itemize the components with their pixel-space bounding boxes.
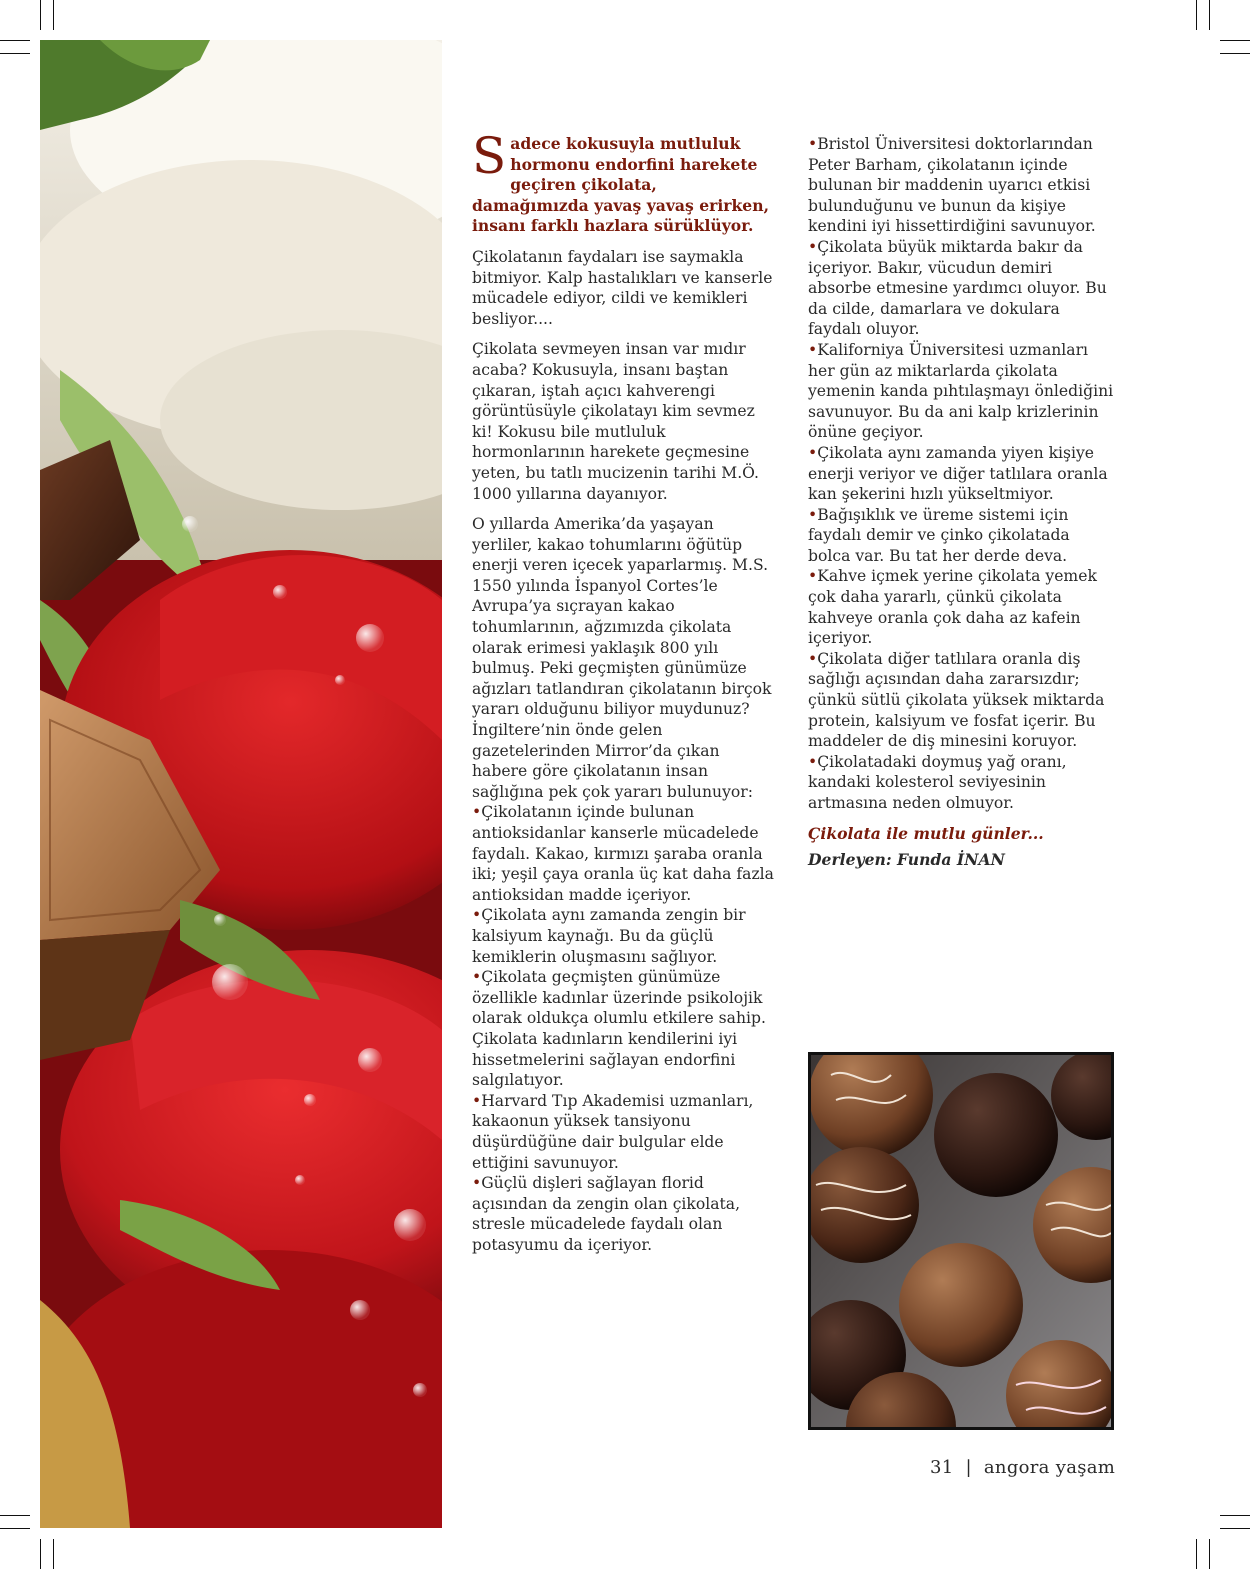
- bullet-item: • Çikolata diğer tatlılara oranla diş sağlığı açısından daha zararsızdır; çünkü sütlü çikolata yüksek miktarda protein, kalsiyum ve fosfat içerir. Bu maddeler de diş minesini koruyor.: [808, 649, 1116, 752]
- bullet-item: • Bağışıklık ve üreme sistemi için faydalı demir ve çinko çikolatada bolca var. Bu tat her derde deva.: [808, 505, 1116, 567]
- paragraph: O yıllarda Amerika’da yaşayan yerliler, kakao tohumlarını öğütüp enerji veren içecek yaparlarmış. M.S. 1550 yılında İspanyol Cortes’le Avrupa’ya sıçrayan kakao tohumlarının, ağzımızda çikolata olarak erimesi yaklaşık 800 yılı bulmuş. Peki geçmişten günümüze ağızları tatlandıran çikolatanın birçok yararı olduğunu biliyor muydunuz? İngiltere’nin önde gelen gazetelerinden Mirror’da çıkan habere göre çikolatanın insan sağlığına pek çok yararı bulunuyor:: [472, 515, 772, 801]
- crop-mark: [0, 53, 30, 54]
- crop-mark: [0, 1515, 30, 1516]
- bullet-item: • Çikolata büyük miktarda bakır da içeriyor. Bakır, vücudun demiri absorbe etmesine yardımcı oluyor. Bu da cilde, damarlara ve dokulara faydalı oluyor.: [808, 237, 1116, 340]
- crop-mark: [0, 40, 30, 41]
- article-column-1: [472, 127, 778, 1255]
- drop-cap: S: [472, 127, 507, 185]
- crop-mark: [0, 1528, 30, 1529]
- bullet-item: • Çikolata aynı zamanda yiyen kişiye enerji veriyor ve diğer tatlılara oranla kan şekerini hızlı yükseltmiyor.: [808, 443, 1116, 505]
- crop-mark: [1196, 0, 1197, 30]
- paragraph: Çikolata sevmeyen insan var mıdır acaba? Kokusuyla, insanı baştan çıkaran, iştah açıcı kahverengi görüntüsüyle çikolatayı kim sevmez ki! Kokusu bile mutluluk hormonlarının harekete geçmesine yeten, bu tatlı mucizenin tarihi M.Ö. 1000 yıllarına dayanıyor.: [472, 340, 759, 503]
- bullet-item: • Kaliforniya Üniversitesi uzmanları her gün az miktarlarda çikolata yemenin kanda pıhtılaşmayı önlediğini savunuyor. Bu da ani kalp krizlerinin önüne geçiyor.: [808, 340, 1116, 443]
- closing-line: Çikolata ile mutlu günler...: [808, 823, 1044, 843]
- crop-mark: [1220, 1515, 1250, 1516]
- crop-mark: [53, 1539, 54, 1569]
- bullet-item: • Bristol Üniversitesi doktorlarından Peter Barham, çikolatanın içinde bulunan bir maddenin uyarıcı etkisi bulunduğunu ve bunun da kişiye kendini iyi hissettirdiğini savunuyor.: [808, 134, 1116, 237]
- crop-mark: [1209, 0, 1210, 30]
- footer-separator: |: [965, 1457, 972, 1478]
- crop-mark: [1220, 1528, 1250, 1529]
- crop-mark: [1220, 40, 1250, 41]
- author-credit: Derleyen: Funda İNAN: [808, 850, 1005, 870]
- bullet-item: • Çikolata geçmişten günümüze özellikle kadınlar üzerinde psikolojik olarak oldukça olumlu etkilere sahip. Çikolata kadınların kendilerini iyi hissetmelerini sağlayan endorfini salgılatıyor.: [472, 967, 778, 1091]
- paragraph: Çikolatanın faydaları ise saymakla bitmiyor. Kalp hastalıkları ve kanserle mücadele ediyor, cildi ve kemikleri besliyor....: [472, 247, 773, 328]
- magazine-name: angora yaşam: [983, 1457, 1116, 1478]
- crop-mark: [40, 1539, 41, 1569]
- bullet-item: • Çikolatanın içinde bulunan antioksidanlar kanserle mücadelede faydalı. Kakao, kırmızı şaraba oranla iki; yeşil çaya oranla üç kat daha fazla antioksidan madde içeriyor.: [472, 802, 778, 905]
- chocolate-truffles-photo: [808, 1052, 1114, 1430]
- crop-mark: [1209, 1539, 1210, 1569]
- lead-text: adece kokusuyla mutluluk hormonu endorfini harekete geçiren çikolata, damağımızda yavaş yavaş erirken, insanı farklı hazlara sürüklüyor.: [472, 134, 769, 236]
- crop-mark: [53, 0, 54, 30]
- bullet-item: • Güçlü dişleri sağlayan florid açısından da zengin olan çikolata, stresle mücadelede faydalı olan potasyumu da içeriyor.: [472, 1173, 778, 1255]
- bullet-item: • Harvard Tıp Akademisi uzmanları, kakaonun yüksek tansiyonu düşürdüğüne dair bulgular elde ettiğini savunuyor.: [472, 1091, 778, 1173]
- crop-mark: [1196, 1539, 1197, 1569]
- bullet-item: • Kahve içmek yerine çikolata yemek çok daha yararlı, çünkü çikolata kahveye oranla çok daha az kafein içeriyor.: [808, 566, 1116, 648]
- crop-mark: [40, 0, 41, 30]
- bullet-item: • Çikolata aynı zamanda zengin bir kalsiyum kaynağı. Bu da güçlü kemiklerin oluşmasını sağlıyor.: [472, 905, 778, 967]
- page-number: 31: [930, 1457, 954, 1478]
- article-lead: [472, 127, 778, 237]
- article-column-2: [808, 134, 1116, 871]
- crop-mark: [1220, 53, 1250, 54]
- bullet-item: • Çikolatadaki doymuş yağ oranı, kandaki kolesterol seviyesinin artmasına neden olmuyor.: [808, 752, 1116, 814]
- page-footer: [930, 1457, 1115, 1478]
- roses-chocolate-photo: [40, 40, 442, 1528]
